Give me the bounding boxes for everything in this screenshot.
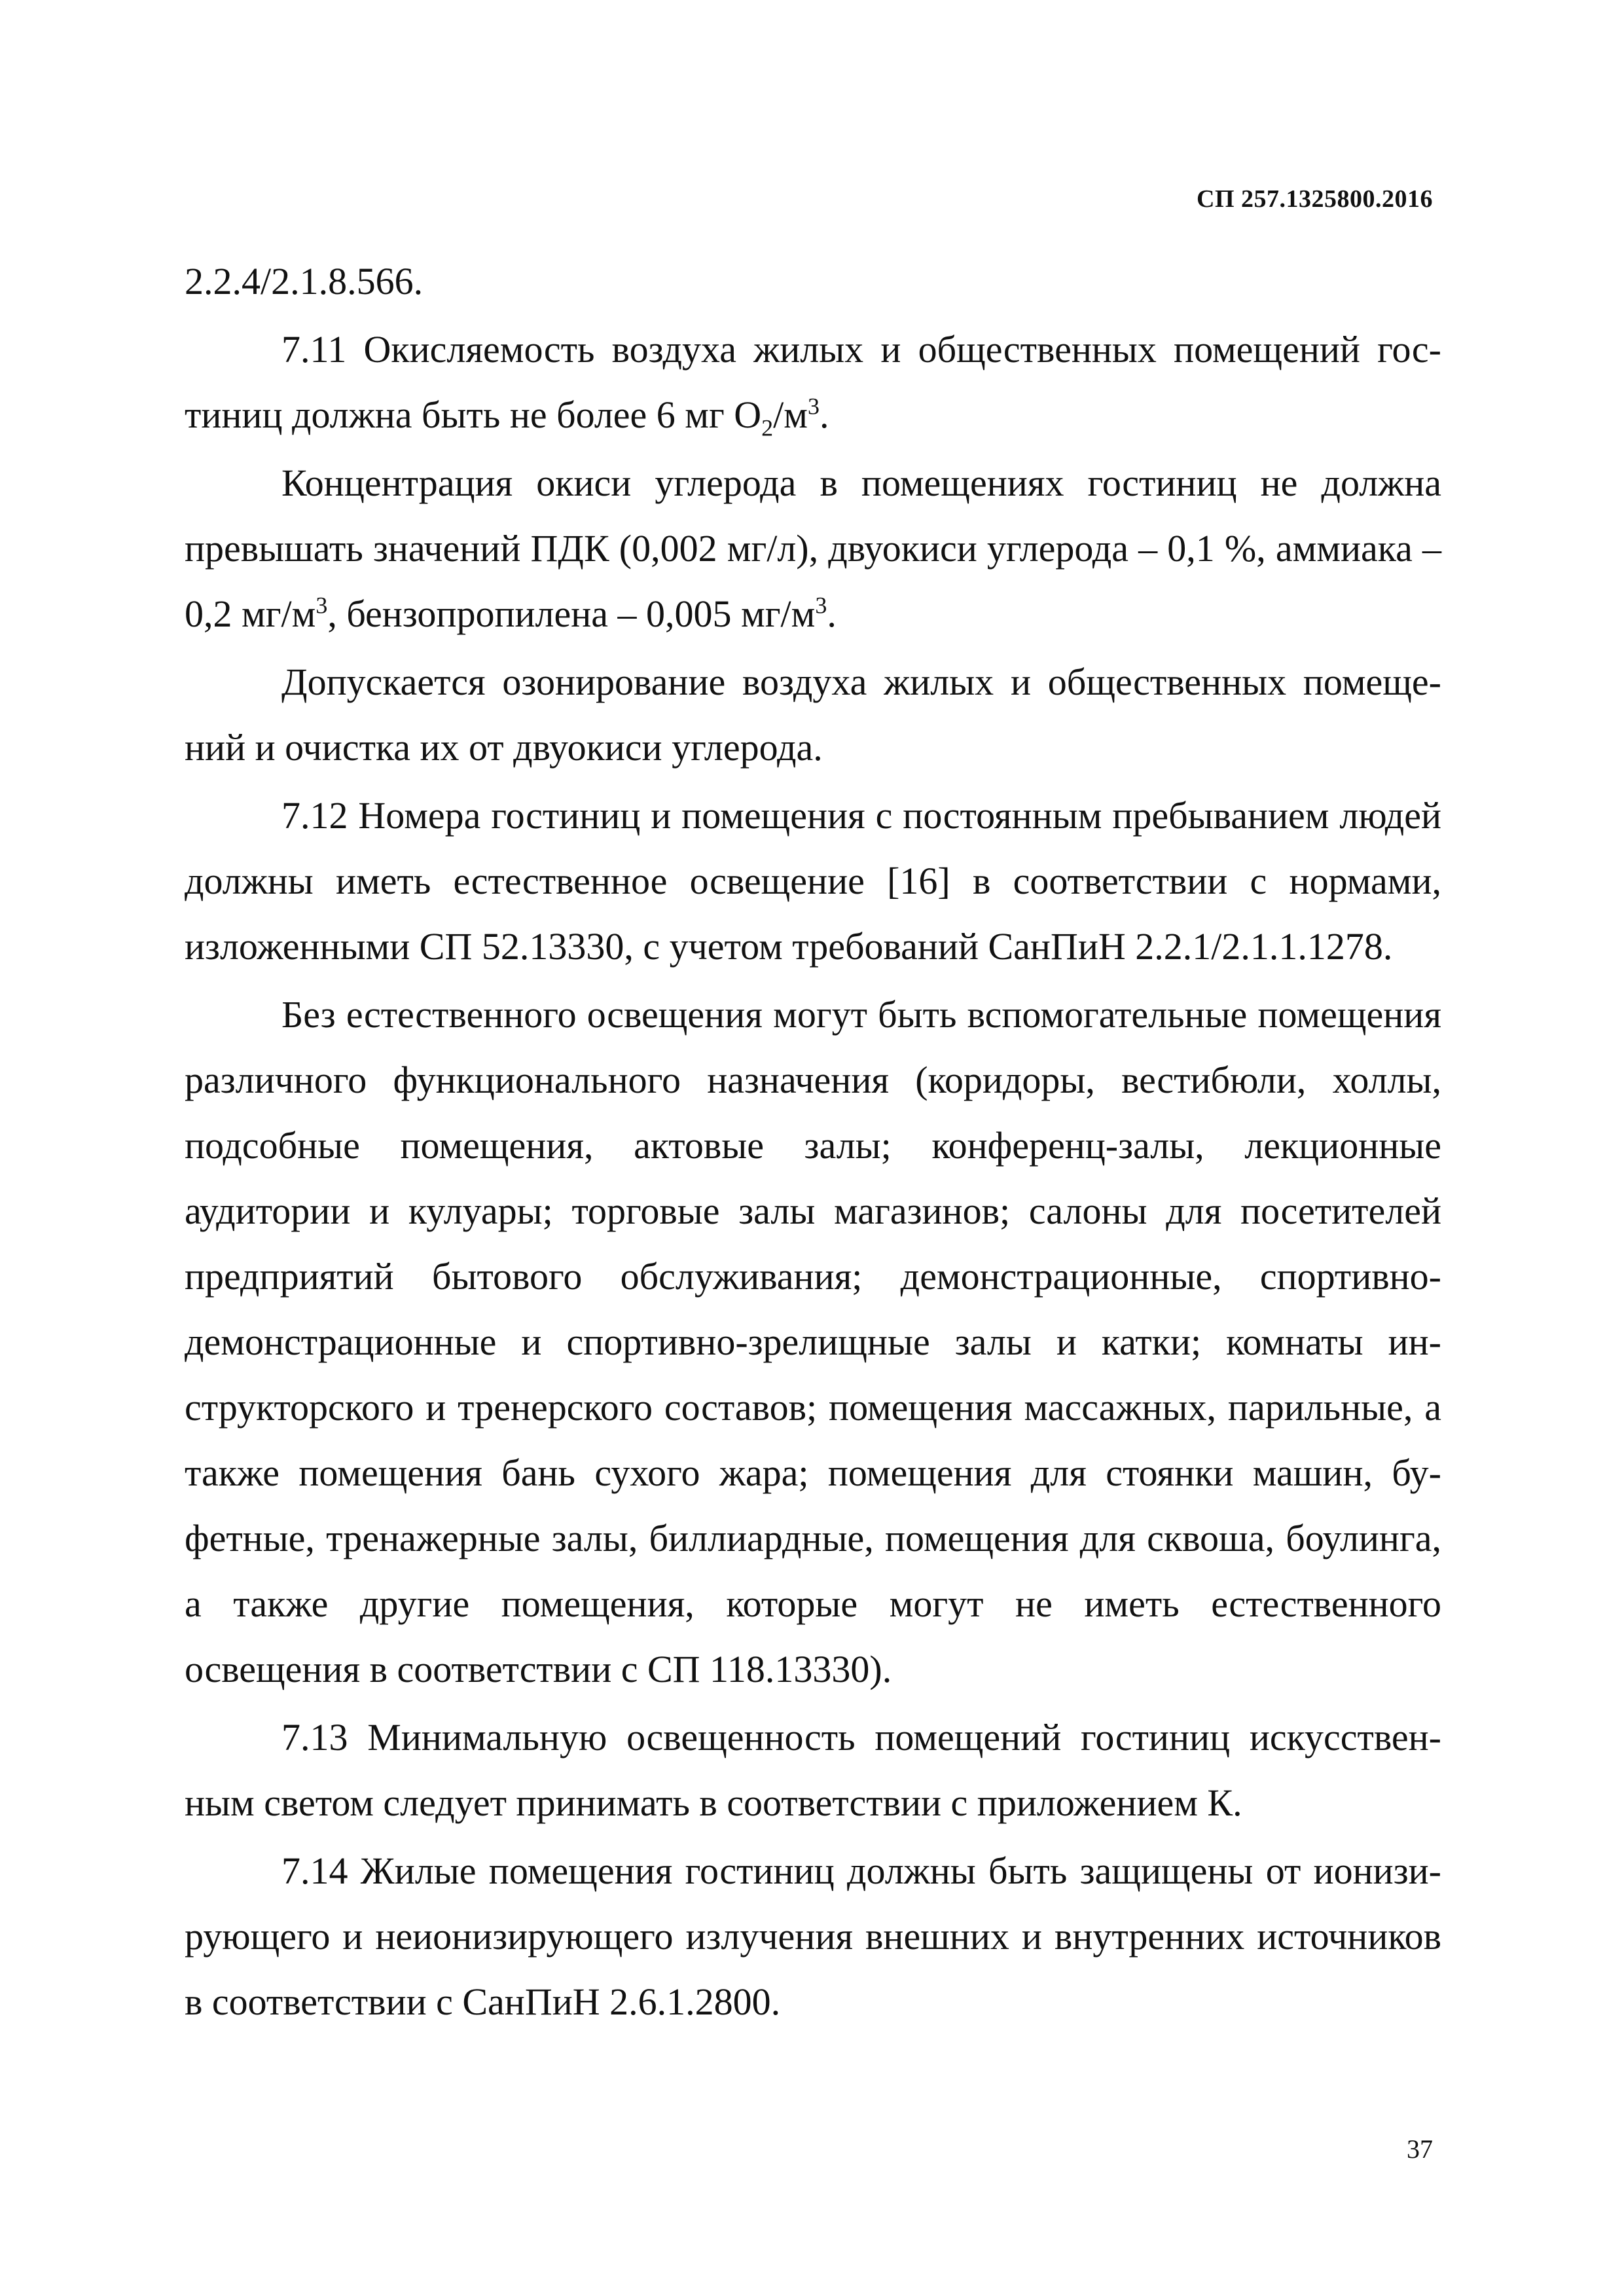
document-code-header: СП 257.1325800.2016 bbox=[1197, 185, 1433, 213]
paragraph-text: 7.11 Окисляемость воздуха жилых и общественных помещений гостиниц должна быть не более 6 мг О bbox=[185, 328, 1441, 436]
page-number: 37 bbox=[1407, 2134, 1433, 2164]
paragraph-text: Без естественного освещения могут быть вспомогательные помещения различного функционального назначения (коридоры, вестибюли, холлы, подсобные помещения, актовые залы; конференц-залы, лекционные аудитории и кулуары; торговые залы магазинов; салоны для посетителей предприятий бытового обслуживания; демонстрационные, спортивно-демонстрационные и спортивно-зрелищные залы и катки; комнаты инструкторского и тренерского составов; помещения массажных, парильные, а также помещения бань сухого жара; помещения для стоянки машин, буфетные, тренажерные залы, биллиардные, помещения для сквоша, боулинга, а также другие помещения, которые могут не иметь естественного освещения в соответствии с СП 118.13330). bbox=[185, 993, 1441, 1690]
paragraph-text: Допускается озонирование воздуха жилых и общественных помещений и очистка их от двуокиси углерода. bbox=[185, 661, 1441, 769]
document-body bbox=[185, 249, 1441, 2035]
paragraph-text: 7.14 Жилые помещения гостиниц должны быть защищены от ионизирующего и неионизирующего излучения внешних и внутренних источников в соответствии с СанПиН 2.6.1.2800. bbox=[185, 1850, 1441, 2023]
paragraph-p7 bbox=[185, 1838, 1441, 2035]
paragraph-p4 bbox=[185, 783, 1441, 979]
paragraph-p6 bbox=[185, 1705, 1441, 1836]
superscript: 3 bbox=[815, 592, 827, 619]
paragraph-text: , бензопропилена – 0,005 мг/м bbox=[327, 592, 816, 635]
paragraph-p0 bbox=[185, 249, 1441, 314]
paragraph-text: Концентрация окиси углерода в помещениях гостиниц не должна превышать значений ПДК (0,002 мг/л), двуокиси углерода – 0,1 %, аммиака – 0,2 мг/м bbox=[185, 462, 1441, 635]
paragraph-text: 2.2.4/2.1.8.566. bbox=[185, 260, 424, 302]
superscript: 3 bbox=[808, 393, 820, 420]
paragraph-p5 bbox=[185, 982, 1441, 1702]
paragraph-p2 bbox=[185, 450, 1441, 647]
paragraph-text: . bbox=[820, 393, 829, 436]
paragraph-p1 bbox=[185, 317, 1441, 448]
superscript: 3 bbox=[316, 592, 328, 619]
paragraph-text: . bbox=[827, 592, 837, 635]
paragraph-text: 7.12 Номера гостиниц и помещения с постоянным пребыванием людей должны иметь естественное освещение [16] в соответствии с нормами, изложенными СП 52.13330, с учетом требований СанПиН 2.2.1/2.1.1.1278. bbox=[185, 794, 1441, 968]
paragraph-text: /м bbox=[773, 393, 808, 436]
subscript: 2 bbox=[761, 414, 774, 441]
paragraph-text: 7.13 Минимальную освещенность помещений гостиниц искусственным светом следует принимать в соответствии с приложением К. bbox=[185, 1716, 1441, 1824]
paragraph-p3 bbox=[185, 649, 1441, 780]
